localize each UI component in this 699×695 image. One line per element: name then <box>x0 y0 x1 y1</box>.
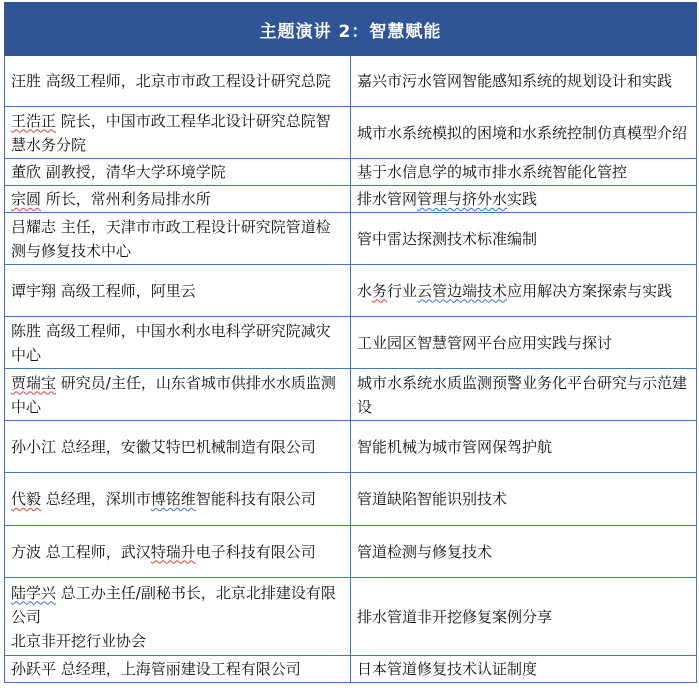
speaker-cell: 陈胜 高级工程师，中国水利水电科学研究院减灾中心 <box>5 317 351 369</box>
topic-cell: 嘉兴市污水管网智能感知系统的规划设计和实践 <box>351 56 697 107</box>
topic-cell: 管道缺陷智能识别技术 <box>351 473 697 526</box>
speaker-cell <box>5 369 351 421</box>
table-row <box>5 159 697 186</box>
speaker-table-container <box>4 2 696 683</box>
speaker-cell: 汪胜 高级工程师，北京市市政工程设计研究总院 <box>5 56 351 107</box>
speaker-affiliation: 电子科技有限公司 <box>195 542 316 561</box>
table-row <box>5 369 697 421</box>
table-row <box>5 56 697 107</box>
topic-cell: 城市水系统模拟的困境和水系统控制仿真模型介绍 <box>351 107 697 159</box>
table-row <box>5 317 697 369</box>
speaker-affiliation: 院长，中国市政工程华北设计研究总院智慧水务分院 <box>11 111 331 154</box>
speaker-affiliation-2: 北京非开挖行业协会 <box>11 631 147 650</box>
speaker-cell <box>5 186 351 213</box>
topic-cell: 管道检测与修复技术 <box>351 526 697 578</box>
topic-cell: 智能机械为城市管网保驾护航 <box>351 421 697 473</box>
topic-text-marked: 管理与挤外水 <box>417 190 508 208</box>
topic-cell: 基于水信息学的城市排水系统智能化管控 <box>351 159 697 186</box>
speaker-affiliation: 研究员/主任，山东省城市供排水水质监测中心 <box>11 373 336 416</box>
speaker-affiliation: 所长，常州利务局排水所 <box>41 190 211 208</box>
topic-text: 实践 <box>507 190 538 208</box>
speaker-name: 宗圆 <box>11 190 42 208</box>
speaker-name: 贾瑞宝 <box>11 373 57 392</box>
topic-cell: 城市水系统水质监测预警业务化平台研究与示范建设 <box>351 369 697 421</box>
speaker-cell <box>5 473 351 526</box>
table-row <box>5 473 697 526</box>
topic-cell: 管中雷达探测技术标准编制 <box>351 213 697 265</box>
table-row <box>5 578 697 656</box>
table-header-row <box>5 3 697 56</box>
topic-text: 应用解决方案探索与实践 <box>507 281 673 300</box>
speaker-affiliation: 总经理，深圳市 <box>41 490 151 508</box>
speaker-name: 王浩正 <box>11 111 57 130</box>
speaker-cell: 孙小江 总经理，安徽艾特巴机械制造有限公司 <box>5 421 351 473</box>
topic-cell <box>351 186 697 213</box>
table-row <box>5 656 697 683</box>
table-row <box>5 186 697 213</box>
table-title: 主题演讲 2：智慧赋能 <box>5 3 697 56</box>
speaker-affiliation-marked: 特瑞升 <box>150 542 196 561</box>
topic-text: 行业 <box>387 281 418 300</box>
speaker-cell: 谭宇翔 高级工程师，阿里云 <box>5 265 351 317</box>
speaker-cell: 吕耀志 主任，天津市市政工程设计研究院管道检测与修复技术中心 <box>5 213 351 265</box>
speaker-affiliation: 智能科技有限公司 <box>195 490 316 508</box>
speaker-cell: 孙跃平 总经理，上海管丽建设工程有限公司 <box>5 656 351 683</box>
speaker-text: 方波 总工程师，武汉 <box>11 542 151 561</box>
topic-text-marked: 云管边端技术 <box>417 281 508 300</box>
topic-text-marked: 务 <box>372 281 388 300</box>
speaker-affiliation-marked: 博铭维 <box>150 490 196 508</box>
topic-text: 水 <box>357 281 373 300</box>
speaker-cell <box>5 526 351 578</box>
speaker-cell: 董欣 副教授，清华大学环境学院 <box>5 159 351 186</box>
table-row <box>5 526 697 578</box>
table-row <box>5 421 697 473</box>
speaker-name: 代毅 <box>11 490 42 508</box>
table-row <box>5 107 697 159</box>
speaker-table <box>4 2 697 683</box>
topic-cell <box>351 265 697 317</box>
speaker-cell <box>5 578 351 656</box>
table-row <box>5 265 697 317</box>
speaker-cell <box>5 107 351 159</box>
topic-cell: 排水管道非开挖修复案例分享 <box>351 578 697 656</box>
topic-cell: 日本管道修复技术认证制度 <box>351 656 697 683</box>
table-row <box>5 213 697 265</box>
speaker-affiliation: 总工办主任/副秘书长，北京北排建设有限公司 <box>11 583 336 626</box>
topic-text: 排水管网 <box>357 190 418 208</box>
topic-cell: 工业园区智慧管网平台应用实践与探讨 <box>351 317 697 369</box>
speaker-name: 陆学兴 <box>11 583 57 602</box>
